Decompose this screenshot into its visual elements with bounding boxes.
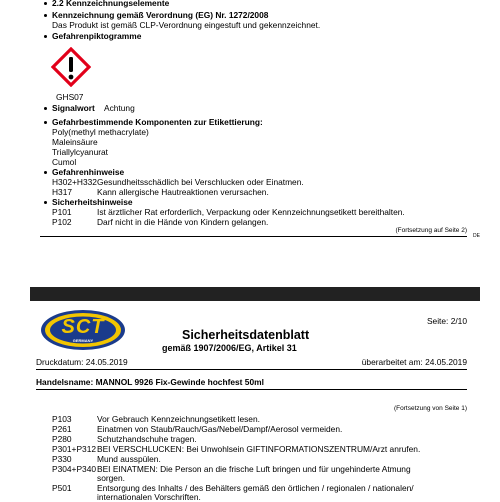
precaution-code: P301+P312 [52,444,97,454]
precaution-code: P101 [52,207,72,217]
revised-date: überarbeitet am: 24.05.2019 [361,357,467,367]
trade-name-rule [36,389,467,390]
precaution-text: BEI VERSCHLUCKEN: Bei Unwohlsein GIFTINFORMATIONSZENTRUM/Arzt anrufen. [97,444,421,454]
ghs-code: GHS07 [56,92,84,102]
continued-note: (Fortsetzung auf Seite 2) [395,227,467,234]
precaution-code: P103 [52,414,72,424]
component-item: Cumol [52,157,77,167]
page-gap-band [30,287,480,301]
logo-text: SCT [61,316,105,338]
precaution-text: Schutzhandschuhe tragen. [97,434,197,444]
precaution-text: Vor Gebrauch Kennzeichnungsetikett lesen. [97,414,260,424]
lang-code: DE [473,233,480,239]
precaution-text: Darf nicht in die Hände von Kindern gelangen. [97,217,269,227]
hazard-code: H302+H332 [52,177,97,187]
sct-logo [40,309,126,351]
pictogram-heading: Gefahrenpiktogramme [52,31,142,41]
precaution-text: Ist ärztlicher Rat erforderlich, Verpackung oder Kennzeichnungsetikett bereithalten. [97,207,405,217]
document-subtitle: gemäß 1907/2006/EG, Artikel 31 [162,343,297,353]
precaution-code: P280 [52,434,72,444]
ghs07-exclamation-icon [51,47,91,87]
component-item: Triallylcyanurat [52,147,109,157]
precaution-text-continued: sorgen. [97,473,125,483]
precaution-code: P330 [52,454,72,464]
logo-subtext: GERMANY [72,338,94,343]
precaution-text: Einatmen von Staub/Rauch/Gas/Nebel/Dampf/Aerosol vermeiden. [97,424,343,434]
page-divider [40,236,467,237]
components-heading: Gefahrbestimmende Komponenten zur Etikettierung: [52,117,263,127]
signal-word-label: Signalwort [52,103,95,113]
hazard-text: Gesundheitsschädlich bei Verschlucken oder Einatmen. [97,177,304,187]
hazard-heading: Gefahrenhinweise [52,167,125,177]
header-rule [36,369,467,370]
page-indicator: Seite: 2/10 [426,316,467,326]
regulation-text: Das Produkt ist gemäß CLP-Verordnung eingestuft und gekennzeichnet. [52,20,321,30]
component-item: Poly(methyl methacrylate) [52,127,149,137]
continued-from: (Fortsetzung von Seite 1) [394,405,467,412]
section-heading: 2.2 Kennzeichnungselemente [52,0,170,8]
hazard-text: Kann allergische Hautreaktionen verursachen. [97,187,269,197]
precaution-code: P501 [52,483,72,493]
precaution-text-continued: internationalen Vorschriften. [97,492,201,502]
trade-name: Handelsname: MANNOL 9926 Fix-Gewinde hochfest 50ml [36,377,264,387]
signal-word-value: Achtung [104,103,135,113]
precaution-code: P261 [52,424,72,434]
regulation-heading: Kennzeichnung gemäß Verordnung (EG) Nr. 1272/2008 [52,10,269,20]
precaution-text: BEI EINATMEN: Die Person an die frische Luft bringen und für ungehinderte Atmung [97,464,411,474]
print-date: Druckdatum: 24.05.2019 [36,357,128,367]
precaution-code: P304+P340 [52,464,97,474]
precaution-text: Mund ausspülen. [97,454,161,464]
hazard-code: H317 [52,187,73,197]
document-title: Sicherheitsdatenblatt [182,328,310,342]
precaution-text: Entsorgung des Inhalts / des Behälters gemäß den örtlichen / regionalen / nationalen/ [97,483,414,493]
precaution-heading: Sicherheitshinweise [52,197,133,207]
component-item: Maleinsäure [52,137,98,147]
precaution-code: P102 [52,217,72,227]
